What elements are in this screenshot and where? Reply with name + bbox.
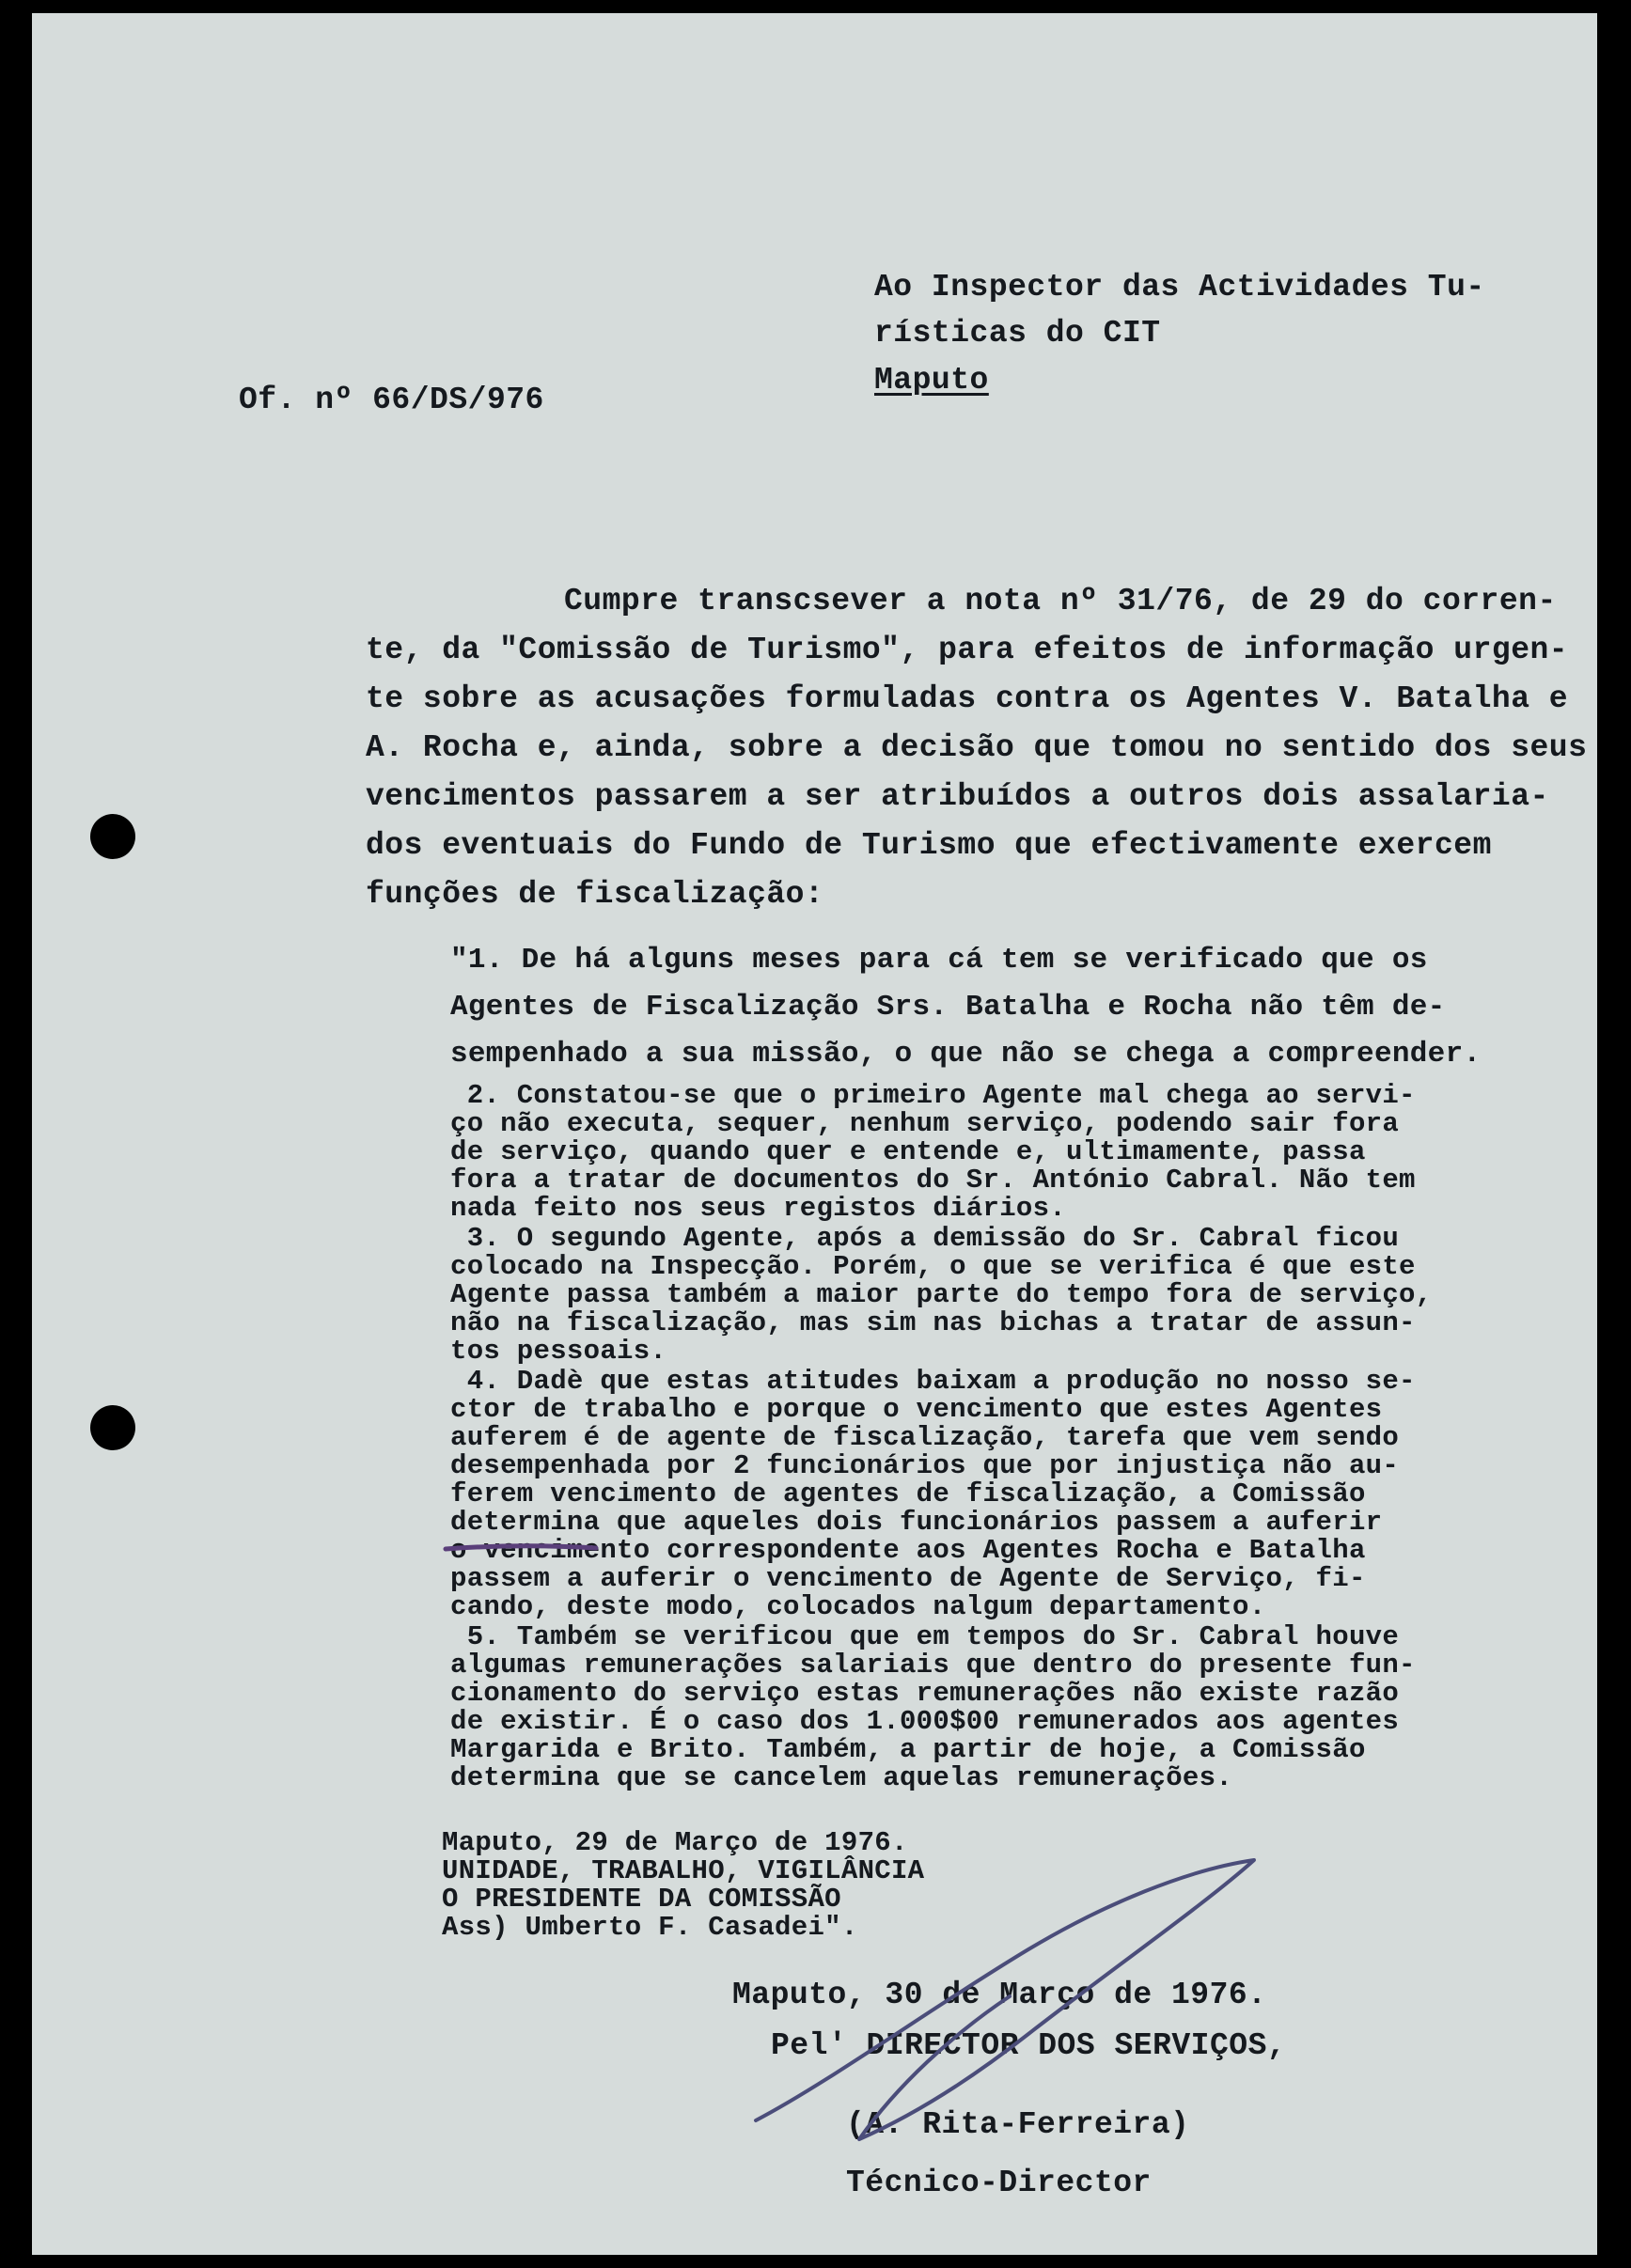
intro-line-6: dos eventuais do Fundo de Turismo que efectivamente exercem — [366, 828, 1492, 863]
quote-line: 2. Constatou-se que o primeiro Agente mal chega ao servi- — [450, 1080, 1416, 1111]
quote-line: cando, deste modo, colocados nalgum departamento. — [450, 1591, 1266, 1622]
quote-line: não na fiscalização, mas sim nas bichas a tratar de assun- — [450, 1307, 1416, 1338]
quote-line: o vencimento correspondente aos Agentes Rocha e Batalha — [450, 1535, 1366, 1566]
quote-line: determina que se cancelem aquelas remunerações. — [450, 1762, 1233, 1793]
addressee-line-2: rísticas do CIT — [874, 316, 1161, 351]
quote-line: fora a tratar de documentos do Sr. António Cabral. Não tem — [450, 1165, 1416, 1196]
quote-line: 3. O segundo Agente, após a demissão do Sr. Cabral ficou — [450, 1223, 1400, 1254]
signature-date: Maputo, 30 de Março de 1976. — [732, 1978, 1267, 2012]
quote-line: cionamento do serviço estas remunerações não existe razão — [450, 1678, 1400, 1709]
quote-line: tos pessoais. — [450, 1336, 667, 1367]
handwritten-signature-mark — [756, 1860, 1254, 2139]
quote-line: desempenhada por 2 funcionários que por injustiça não au- — [450, 1450, 1400, 1481]
quote-line: de serviço, quando quer e entende e, ultimamente, passa — [450, 1136, 1366, 1167]
quote-line: passem a auferir o vencimento de Agente de Serviço, fi- — [450, 1563, 1366, 1594]
letter-reference: Of. nº 66/DS/976 — [239, 383, 544, 417]
quote-line: determina que aqueles dois funcionários passem a auferir — [450, 1507, 1383, 1538]
quote-closing-motto: UNIDADE, TRABALHO, VIGILÂNCIA — [442, 1855, 925, 1886]
quote-line: colocado na Inspecção. Porém, o que se verifica é que este — [450, 1251, 1416, 1282]
intro-line-3: te sobre as acusações formuladas contra os Agentes V. Batalha e — [366, 681, 1569, 716]
letter-page — [32, 13, 1597, 2255]
intro-line-5: vencimentos passarem a ser atribuídos a outros dois assalaria- — [366, 779, 1549, 814]
quote-line: 5. Também se verificou que em tempos do Sr. Cabral houve — [450, 1621, 1400, 1652]
quote-item1-line-3: sempenhado a sua missão, o que não se chega a compreender. — [450, 1038, 1482, 1071]
quote-line: Margarida e Brito. Também, a partir de hoje, a Comissão — [450, 1734, 1366, 1765]
quote-closing-signature: Ass) Umberto F. Casadei". — [442, 1912, 858, 1943]
quote-line: de existir. É o caso dos 1.000$00 remunerados aos agentes — [450, 1706, 1400, 1737]
pen-marks — [32, 13, 1597, 2255]
intro-line-4: A. Rocha e, ainda, sobre a decisão que tomou no sentido dos seus — [366, 730, 1588, 765]
quote-line: ço não executa, sequer, nenhum serviço, podendo sair fora — [450, 1108, 1400, 1139]
intro-line-2: te, da "Comissão de Turismo", para efeitos de informação urgen- — [366, 633, 1569, 667]
intro-line-1: Cumpre transcsever a nota nº 31/76, de 29 do corren- — [564, 584, 1557, 618]
signature-for-director: Pel' DIRECTOR DOS SERVIÇOS, — [771, 2028, 1287, 2063]
quote-line: algumas remunerações salariais que dentro do presente fun- — [450, 1650, 1416, 1681]
addressee-line-1: Ao Inspector das Actividades Tu- — [874, 270, 1485, 305]
quote-line: ctor de trabalho e porque o vencimento que estes Agentes — [450, 1394, 1383, 1425]
signature-name: (A. Rita-Ferreira) — [846, 2107, 1190, 2142]
pen-underline-mark — [446, 1546, 596, 1549]
quote-line: 4. Dadè que estas atitudes baixam a produção no nosso se- — [450, 1366, 1416, 1397]
addressee-city: Maputo — [874, 363, 989, 398]
quote-line: ferem vencimento de agentes de fiscalização, a Comissão — [450, 1478, 1366, 1509]
binder-hole-top — [90, 814, 135, 859]
quote-closing-date: Maputo, 29 de Março de 1976. — [442, 1827, 908, 1858]
quote-item1-line-1: "1. De há alguns meses para cá tem se verificado que os — [450, 944, 1428, 977]
quote-line: auferem é de agente de fiscalização, tarefa que vem sendo — [450, 1422, 1400, 1453]
intro-line-7: funções de fiscalização: — [366, 877, 824, 912]
binder-hole-bottom — [90, 1405, 135, 1450]
quote-line: Agente passa também a maior parte do tempo fora de serviço, — [450, 1279, 1433, 1310]
quote-item1-line-2: Agentes de Fiscalização Srs. Batalha e Rocha não têm de- — [450, 991, 1446, 1024]
signature-title: Técnico-Director — [846, 2166, 1152, 2200]
quote-closing-president: O PRESIDENTE DA COMISSÃO — [442, 1884, 841, 1915]
quote-line: nada feito nos seus registos diários. — [450, 1193, 1067, 1224]
